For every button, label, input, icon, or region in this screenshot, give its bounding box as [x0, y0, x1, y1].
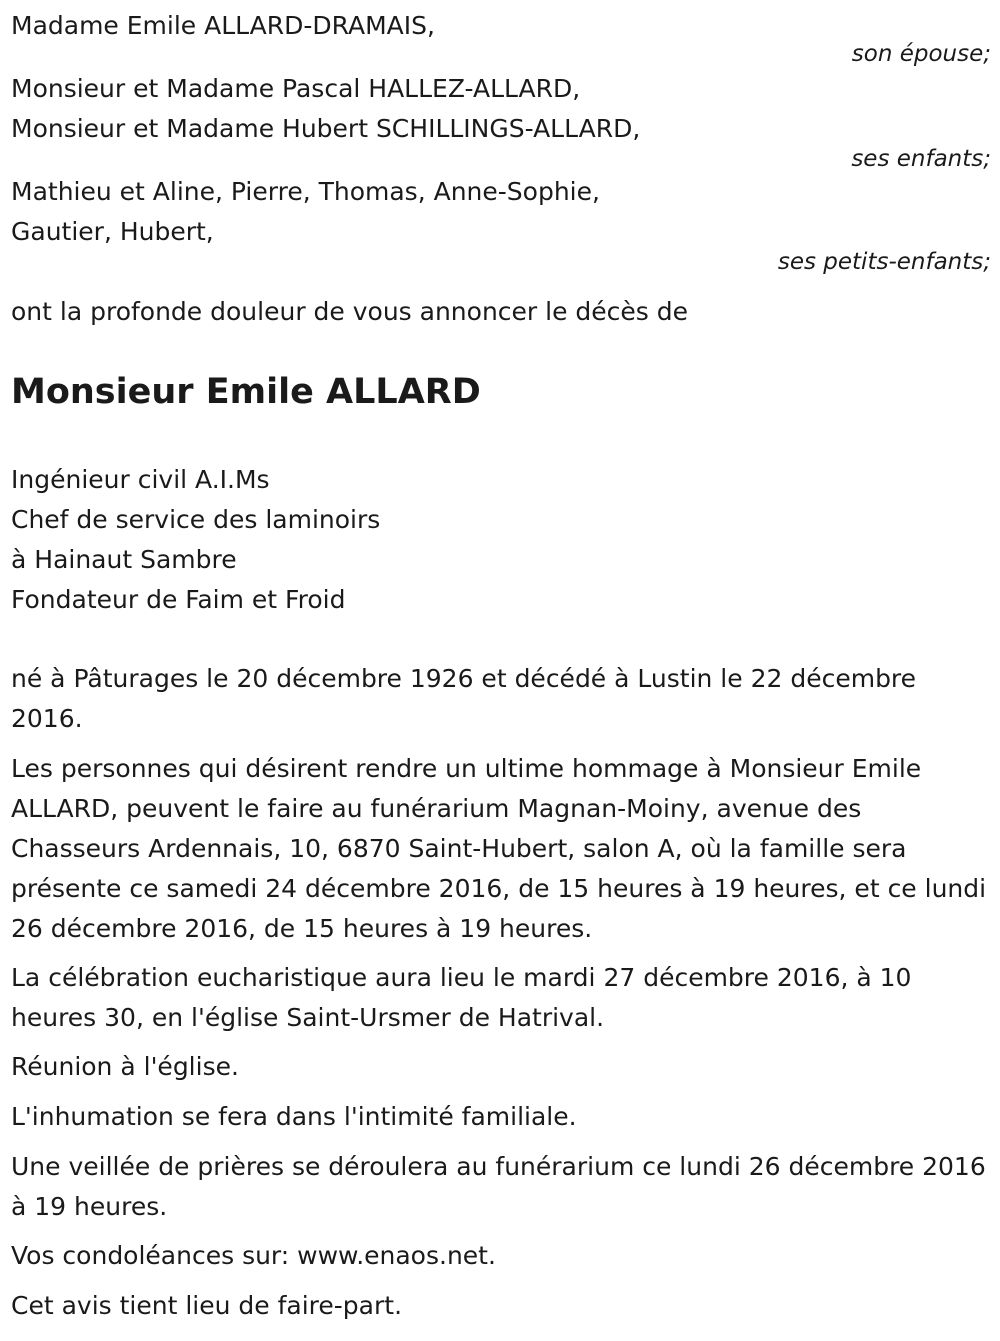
reunion-text: Réunion à l'église. [11, 1052, 239, 1081]
burial-section [11, 1097, 991, 1137]
grandchildren-section [11, 172, 991, 278]
visitation-section [11, 749, 991, 949]
title-line: Fondateur de Faim et Froid [11, 585, 346, 614]
celebration-text: La célébration eucharistique aura lieu le mardi 27 décembre 2016, à 10 heures 30, en l'église Saint-Ursmer de Hatrival. [11, 963, 912, 1032]
child-name: Monsieur et Madame Pascal HALLEZ-ALLARD, [11, 74, 581, 103]
announcement-section [11, 292, 991, 332]
grandchild-names: Mathieu et Aline, Pierre, Thomas, Anne-Sophie, [11, 177, 600, 206]
title-line: à Hainaut Sambre [11, 545, 237, 574]
condolences-section [11, 1236, 991, 1276]
title-line: Ingénieur civil A.I.Ms [11, 465, 270, 494]
celebration-section [11, 958, 991, 1038]
reunion-section [11, 1047, 991, 1087]
grandchild-names: Gautier, Hubert, [11, 217, 214, 246]
title-line: Chef de service des laminoirs [11, 505, 381, 534]
spouse-role: son épouse; [851, 41, 991, 67]
notice-section [11, 1286, 991, 1326]
child-name: Monsieur et Madame Hubert SCHILLINGS-ALLARD, [11, 114, 641, 143]
condolences-text: Vos condoléances sur: www.enaos.net. [11, 1241, 496, 1270]
spouse-section [11, 6, 991, 70]
deceased-name: Monsieur Emile ALLARD [11, 372, 481, 412]
burial-text: L'inhumation se fera dans l'intimité familiale. [11, 1102, 577, 1131]
titles-section [11, 460, 991, 620]
visitation-text: Les personnes qui désirent rendre un ultime hommage à Monsieur Emile ALLARD, peuvent le faire au funérarium Magnan-Moiny, avenue des Chasseurs Ardennais, 10, 6870 Saint-Hubert, salon A, où la famille sera présente ce samedi 24 décembre 2016, de 15 heures à 19 heures, et ce lundi 26 décembre 2016, de 15 heures à 19 heures. [11, 754, 987, 943]
announcement-text: ont la profonde douleur de vous annoncer le décès de [11, 297, 689, 326]
vigil-text: Une veillée de prières se déroulera au funérarium ce lundi 26 décembre 2016 à 19 heures. [11, 1152, 986, 1221]
birth-death-text: né à Pâturages le 20 décembre 1926 et décédé à Lustin le 22 décembre 2016. [11, 664, 917, 733]
deceased-section [11, 370, 991, 414]
grandchildren-role: ses petits-enfants; [777, 249, 991, 275]
spouse-name: Madame Emile ALLARD-DRAMAIS, [11, 11, 435, 40]
children-role: ses enfants; [851, 146, 991, 172]
children-section [11, 69, 991, 175]
birth-death-section [11, 659, 991, 739]
notice-text: Cet avis tient lieu de faire-part. [11, 1291, 403, 1320]
vigil-section [11, 1147, 991, 1227]
